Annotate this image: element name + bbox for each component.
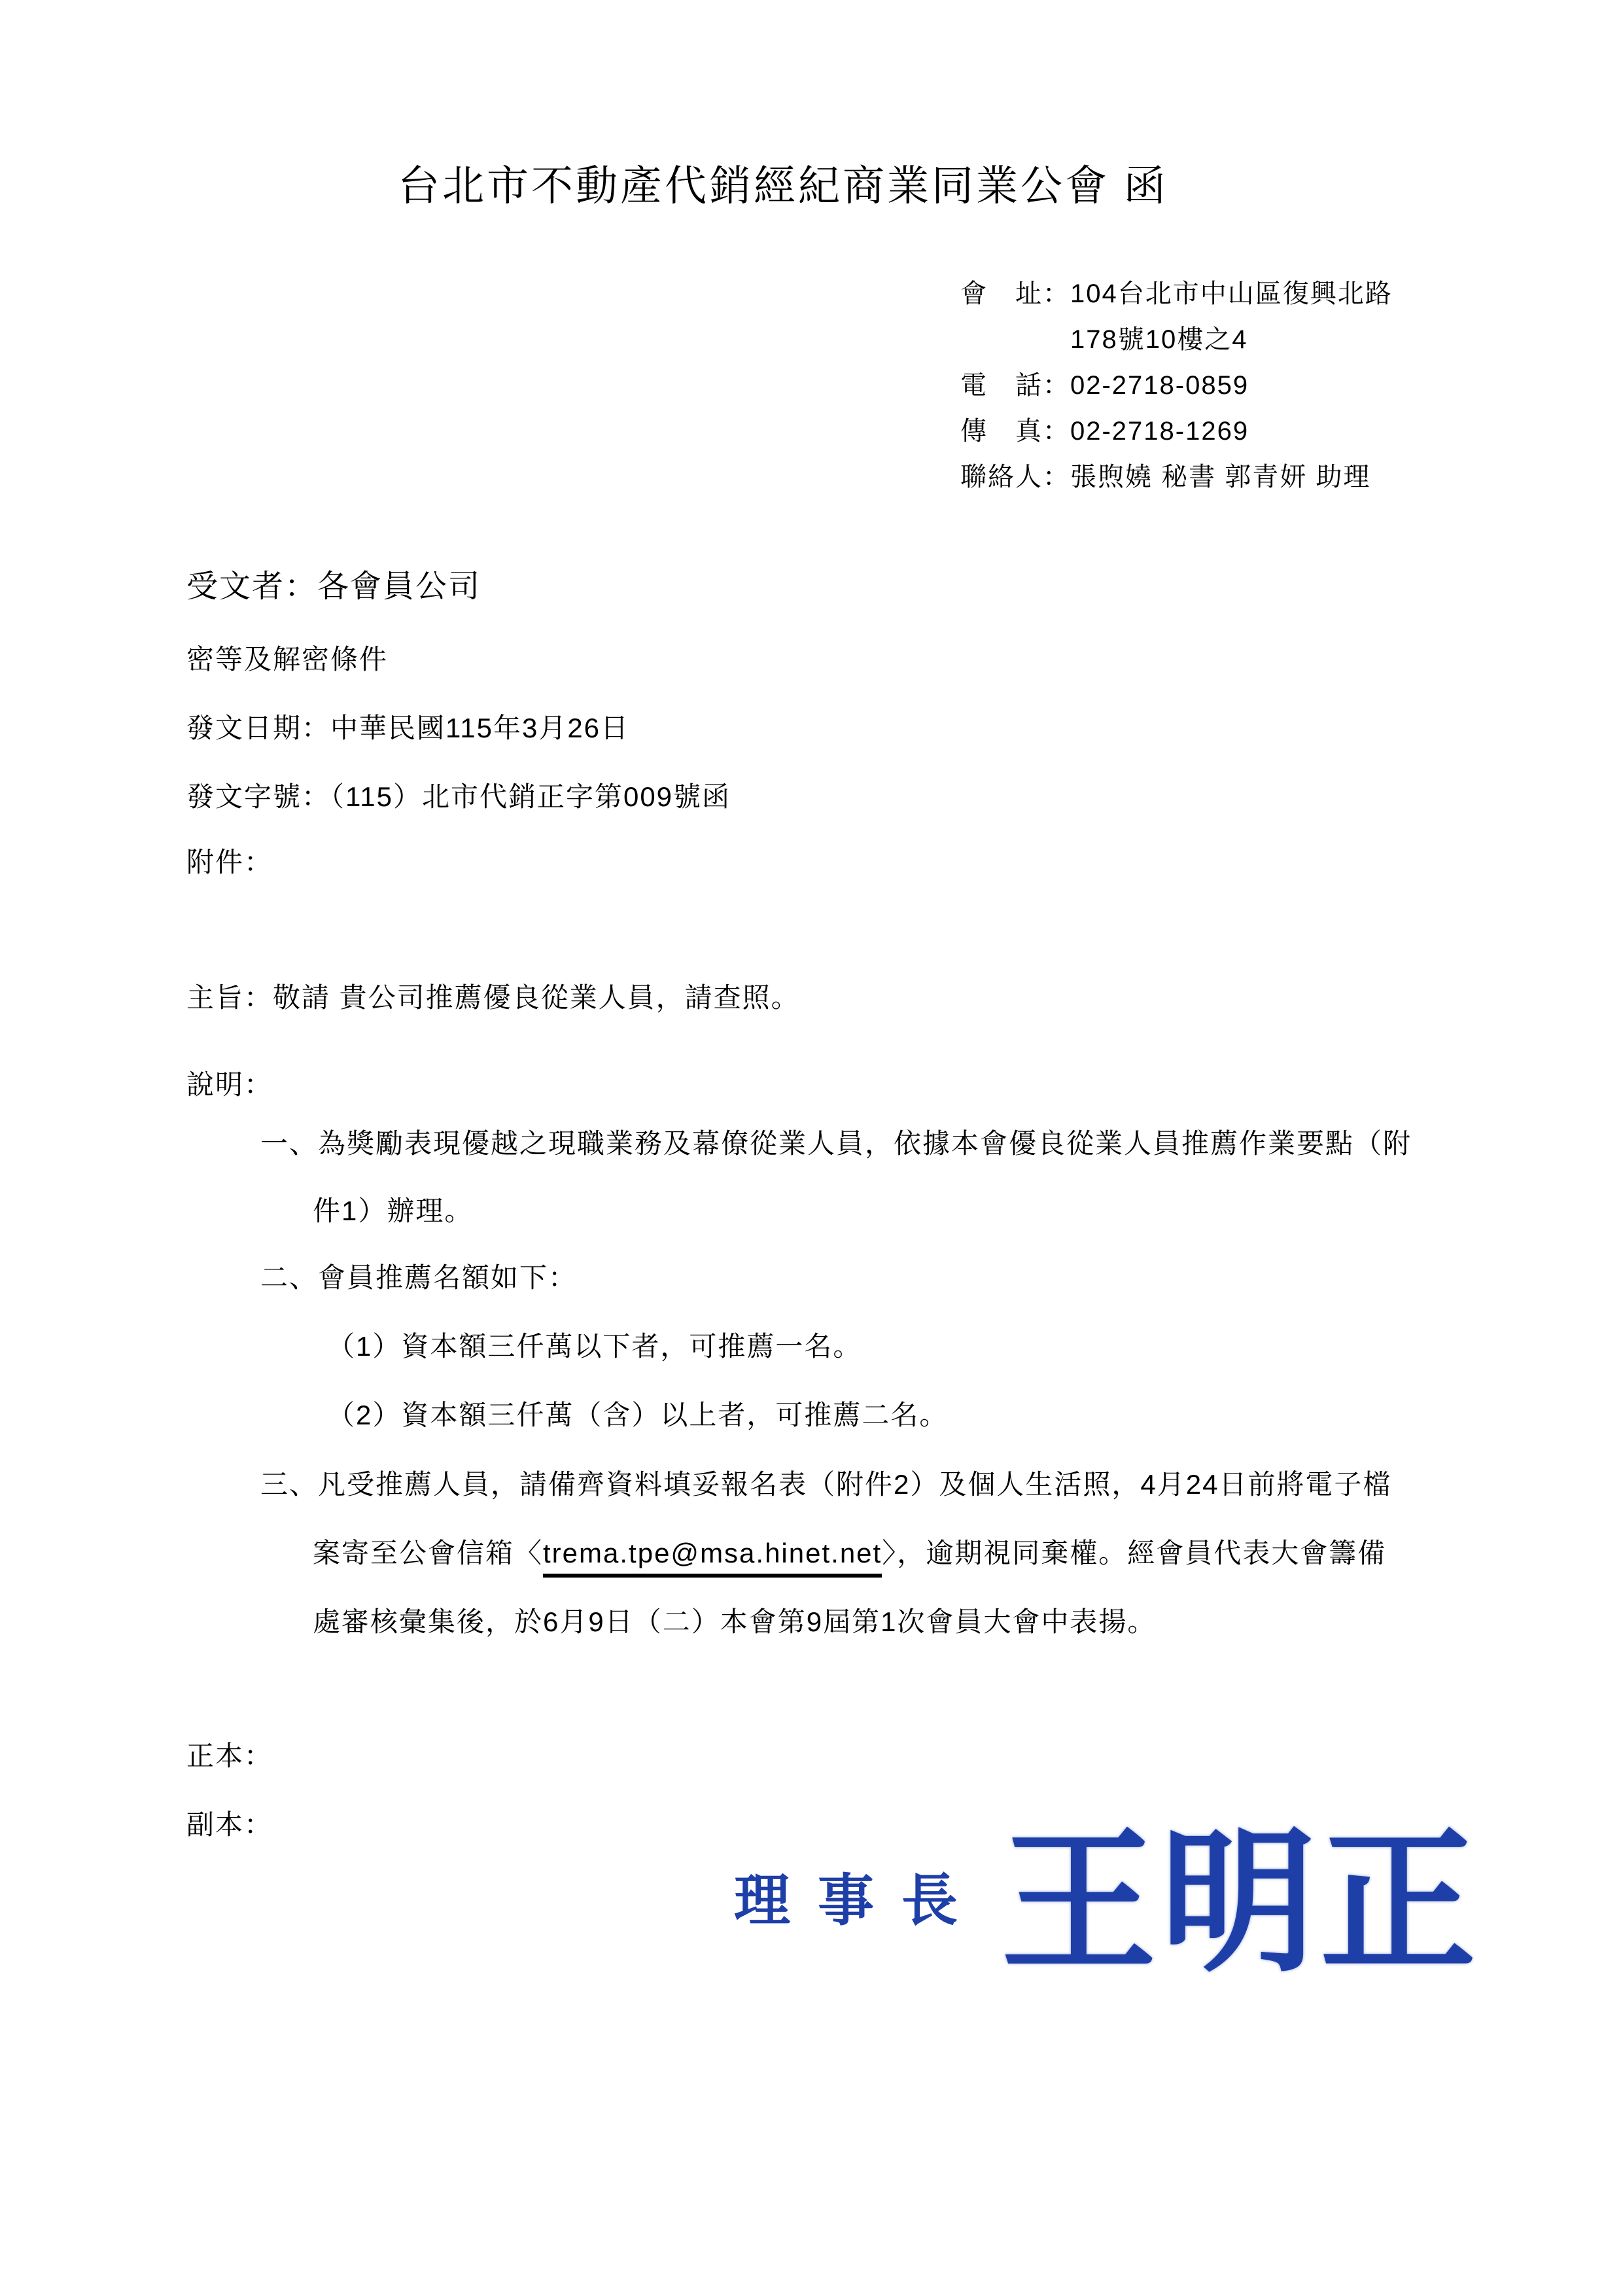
attachment-line: 附件：: [186, 847, 273, 877]
explanation-item-2-sub-2: （2）資本額三仟萬（含）以上者，可推薦二名。: [327, 1400, 949, 1430]
chairman-title-stamp: 理事長: [734, 1869, 985, 1932]
sender-phone: 電 話：02-2718-0859: [960, 371, 1249, 400]
sender-fax: 傳 真：02-2718-1269: [960, 417, 1249, 446]
explanation-item-3-line-2: [313, 1538, 1386, 1569]
original-copy-label: 正本：: [186, 1740, 273, 1771]
document-number-line: 發文字號：（115）北市代銷正字第009號函: [186, 781, 731, 812]
explanation-item-3-line-1: 三、凡受推薦人員，請備齊資料填妥報名表（附件2）及個人生活照，4月24日前將電子檔: [260, 1469, 1392, 1500]
explanation-item-1-line-1: 一、為獎勵表現優越之現職業務及幕僚從業人員，依據本會優良從業人員推薦作業要點（附: [260, 1128, 1412, 1159]
sender-contact: 聯絡人：張煦嬈 秘書 郭青妍 助理: [960, 463, 1371, 491]
email-suffix-text: 〉，逾期視同棄權。經會員代表大會籌備: [882, 1538, 1387, 1568]
subject-line: 主旨：敬請 貴公司推薦優良從業人員，請查照。: [186, 982, 800, 1013]
email-prefix-text: 案寄至公會信箱〈: [313, 1538, 544, 1568]
email-link[interactable]: trema.tpe@msa.hinet.net: [543, 1538, 882, 1578]
explanation-item-2: 二、會員推薦名額如下：: [260, 1262, 578, 1293]
explanation-item-2-sub-1: （1）資本額三仟萬以下者，可推薦一名。: [327, 1331, 862, 1362]
explanation-item-3-line-3: 處審核彙集後，於6月9日（二）本會第9屆第1次會員大會中表揚。: [313, 1606, 1157, 1637]
letter-title: 台北市不動產代銷經紀商業同業公會 函: [398, 162, 1168, 209]
sender-address-line-2: 178號10樓之4: [1070, 325, 1248, 354]
explanation-item-1-line-2: 件1）辦理。: [313, 1195, 474, 1226]
recipient-line: 受文者：各會員公司: [186, 569, 481, 604]
issue-date-line: 發文日期：中華民國115年3月26日: [186, 713, 630, 743]
chairman-name-stamp: 王明正: [1001, 1816, 1480, 1990]
explanation-label: 說明：: [186, 1069, 273, 1100]
security-classification-line: 密等及解密條件: [186, 644, 389, 675]
sender-address-line-1: 會 址：104台北市中山區復興北路: [960, 279, 1393, 308]
duplicate-copy-label: 副本：: [186, 1809, 273, 1840]
